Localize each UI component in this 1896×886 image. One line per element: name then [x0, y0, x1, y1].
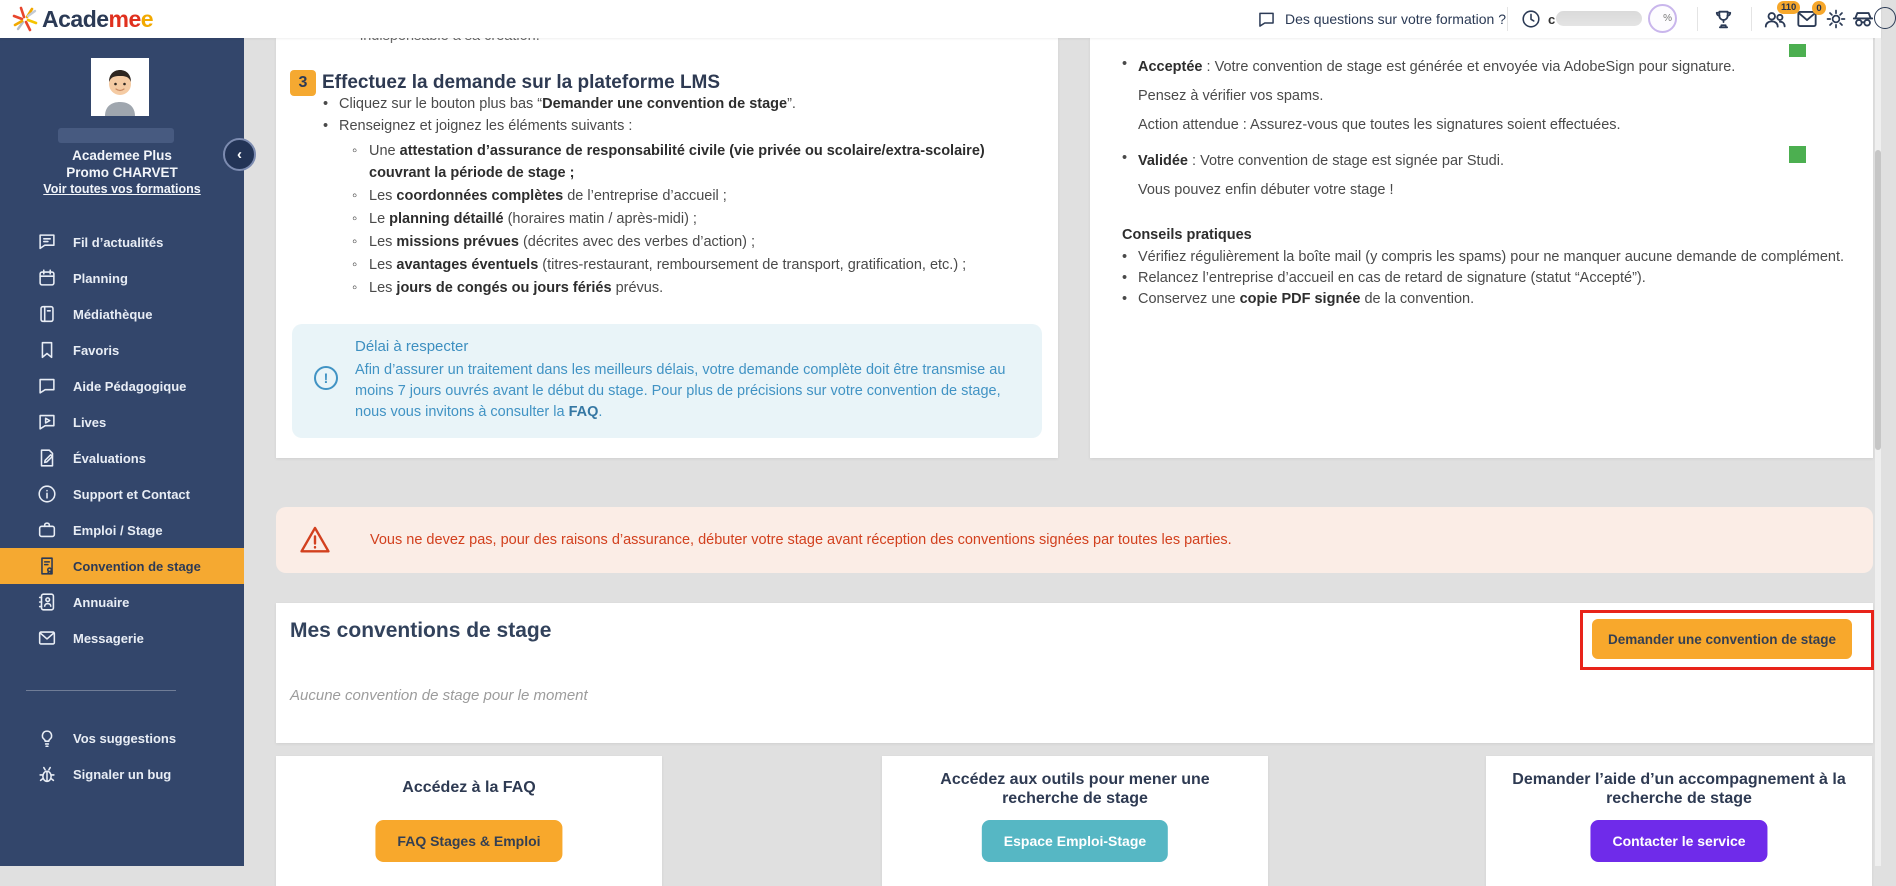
green-marker [1789, 146, 1806, 163]
brand-wordmark: Academee [42, 5, 154, 32]
status-line: • Validée : Votre convention de stage est signée par Studi. [1138, 153, 1504, 169]
help-chat-button[interactable] [1256, 0, 1506, 38]
sidebar-item-convention-de-stage[interactable] [0, 548, 244, 584]
mail-icon [36, 627, 58, 649]
sub-bullet-item: ◦ Une attestation d’assurance de responsabilité civile (vie privée ou scolaire/extra-scolaire) couvrant la période de stage ; [352, 140, 998, 184]
convention-icon [36, 555, 58, 577]
sidebar-item-label: Convention de stage [73, 558, 201, 574]
sidebar-item-support-et-contact[interactable] [0, 476, 244, 512]
sidebar-item-vos-suggestions[interactable] [0, 720, 244, 756]
gear-icon [1824, 7, 1848, 31]
status-card [1090, 38, 1873, 458]
sidebar-item-label: Évaluations [73, 450, 146, 466]
mail-badge: 0 [1812, 1, 1826, 15]
clipped-text-line [360, 38, 540, 46]
sidebar-item-annuaire[interactable] [0, 584, 244, 620]
status-line: Pensez à vérifier vos spams. [1138, 88, 1324, 104]
sidebar-item-label: Signaler un bug [73, 766, 172, 782]
calendar-icon [36, 267, 58, 289]
step-title: Effectuez la demande sur la plateforme LMS [322, 72, 721, 93]
sidebar-item-label: Messagerie [73, 630, 144, 646]
avatar[interactable] [91, 58, 149, 116]
sidebar-item-label: Annuaire [73, 594, 130, 610]
redacted-progress-bar [1556, 11, 1642, 26]
book-icon [36, 303, 58, 325]
brand-logo[interactable] [10, 3, 153, 35]
tips-list [1122, 247, 1846, 309]
sidebar-item-label: Planning [73, 270, 128, 286]
sidebar-item-label: Aide Pédagogique [73, 378, 187, 394]
sidebar-item-signaler-un-bug[interactable] [0, 756, 244, 792]
warning-triangle-icon [298, 523, 332, 557]
faq-button[interactable]: FAQ Stages & Emploi [375, 820, 562, 862]
status-line: • Acceptée : Votre convention de stage est générée et envoyée via AdobeSign pour signature. [1138, 59, 1736, 75]
card-title: Accédez à la FAQ [402, 779, 536, 796]
sidebar-item-emploi-stage[interactable] [0, 512, 244, 548]
people-badge: 110 [1777, 1, 1800, 14]
notice-body: Afin d’assurer un traitement dans les meilleurs délais, votre demande complète doit être transmise au moins 7 jours ouvrés avant le début du stage. Pour plus de précisions sur votre convention de stage, nous vous invitons à consulter la FAQ. [355, 362, 1006, 420]
chat-bubble-icon [1256, 9, 1277, 30]
incognito-icon [1850, 6, 1876, 32]
time-progress [1520, 0, 1555, 38]
sidebar-item-lives[interactable] [0, 404, 244, 440]
status-item [1122, 56, 1846, 136]
sidebar [0, 38, 244, 866]
redacted-username [58, 128, 174, 143]
empty-state-text: Aucune convention de stage pour le moment [290, 687, 588, 704]
bug-icon [36, 763, 58, 785]
progress-percent-circle: % [1648, 4, 1677, 33]
sidebar-item-favoris[interactable] [0, 332, 244, 368]
step-number-badge: 3 [290, 70, 316, 96]
card-title: Demander l’aide d’un accompagnement à la recherche de stage [1512, 771, 1846, 807]
trophy-icon [1711, 7, 1736, 32]
help-text: Des questions sur votre formation ? [1285, 11, 1506, 27]
incognito-button[interactable] [1850, 0, 1876, 38]
bullet-item: • Renseignez et joignez les éléments suivants : [322, 116, 998, 137]
page-scrollbar[interactable] [1875, 38, 1881, 866]
sidebar-item-evaluations[interactable] [0, 440, 244, 476]
chat-icon [36, 375, 58, 397]
live-icon [36, 411, 58, 433]
sub-bullet-item: ◦ Le planning détaillé (horaires matin / après-midi) ; [352, 208, 998, 230]
sidebar-item-mediatheque[interactable] [0, 296, 244, 332]
progress-letter: c [1548, 11, 1556, 27]
sidebar-item-messagerie[interactable] [0, 620, 244, 656]
espace-emploi-button[interactable]: Espace Emploi-Stage [982, 820, 1168, 862]
emploi-tools-card [882, 756, 1268, 886]
guide-card [276, 38, 1058, 458]
step-bullets [322, 94, 998, 300]
doc-pencil-icon [36, 447, 58, 469]
conventions-section [276, 603, 1873, 743]
tip-item: • Conservez une copie PDF signée de la convention. [1122, 289, 1846, 309]
bulb-icon [36, 727, 58, 749]
all-formations-link[interactable]: Voir toutes vos formations [43, 182, 201, 196]
topbar-divider [1751, 7, 1752, 31]
sidebar-item-label: Emploi / Stage [73, 522, 163, 538]
news-icon [36, 231, 58, 253]
contact-service-button[interactable]: Contacter le service [1590, 820, 1767, 862]
tip-item: • Relancez l’entreprise d’accueil en cas de retard de signature (statut “Accepté”). [1122, 268, 1846, 288]
sidebar-item-planning[interactable] [0, 260, 244, 296]
deadline-notice [292, 324, 1042, 438]
sidebar-divider [26, 690, 176, 691]
scrollbar-thumb[interactable] [1875, 150, 1881, 450]
section-title: Mes conventions de stage [290, 619, 552, 642]
sidebar-item-label: Support et Contact [73, 486, 190, 502]
insurance-warning-banner [276, 507, 1873, 573]
starburst-logo-icon [10, 3, 40, 35]
info-exclamation-icon: ! [314, 366, 338, 390]
sidebar-item-label: Favoris [73, 342, 120, 358]
bullet-item: • Cliquez sur le bouton plus bas “Demander une convention de stage”. [322, 94, 998, 115]
status-line: Vous pouvez enfin débuter votre stage ! [1138, 182, 1394, 198]
faq-card [276, 756, 662, 886]
accompagnement-card [1486, 756, 1872, 886]
sidebar-item-label: Médiathèque [73, 306, 153, 322]
settings-button[interactable] [1824, 0, 1848, 38]
sidebar-item-label: Vos suggestions [73, 730, 177, 746]
info-icon [36, 483, 58, 505]
profile-avatar-cut[interactable] [1874, 7, 1896, 29]
status-list [1122, 56, 1846, 201]
sidebar-collapse-button[interactable]: ‹ [223, 138, 256, 171]
sidebar-item-aide-pedagogique[interactable] [0, 368, 244, 404]
status-content [1122, 56, 1846, 310]
topbar-divider [1507, 7, 1508, 31]
bookmark-icon [36, 339, 58, 361]
briefcase-icon [36, 519, 58, 541]
tip-item: • Vérifiez régulièrement la boîte mail (y compris les spams) pour ne manquer aucune demande de complément. [1122, 247, 1846, 267]
promo-name: Promo CHARVET [66, 165, 178, 180]
sub-bullet-list [352, 140, 998, 299]
sidebar-item-label: Fil d’actualités [73, 234, 164, 250]
status-line: Action attendue : Assurez-vous que toutes les signatures soient effectuées. [1138, 117, 1621, 133]
address-book-icon [36, 591, 58, 613]
sub-bullet-item: ◦ Les jours de congés ou jours fériés prévus. [352, 277, 998, 299]
sidebar-item-fil-d-actualites[interactable] [0, 224, 244, 260]
topbar-divider [1697, 7, 1698, 31]
notice-title: Délai à respecter [355, 338, 469, 355]
sidebar-item-label: Lives [73, 414, 107, 430]
tips-title: Conseils pratiques [1122, 227, 1252, 243]
card-title: Accédez aux outils pour mener une recherche de stage [940, 771, 1210, 807]
sub-bullet-item: ◦ Les avantages éventuels (titres-restaurant, remboursement de transport, gratification, etc.) ; [352, 254, 998, 276]
request-convention-button[interactable]: Demander une convention de stage [1592, 619, 1852, 659]
plan-name: Academee Plus [72, 148, 172, 163]
trophy-button[interactable] [1711, 0, 1736, 38]
sub-bullet-item: ◦ Les coordonnées complètes de l’entreprise d’accueil ; [352, 185, 998, 207]
top-bar [0, 0, 1881, 38]
sub-bullet-item: ◦ Les missions prévues (décrites avec des verbes d’action) ; [352, 231, 998, 253]
clock-icon [1520, 8, 1542, 30]
warning-text: Vous ne devez pas, pour des raisons d’assurance, débuter votre stage avant réception des conventions signées par toutes les parties. [370, 532, 1232, 548]
green-marker [1789, 44, 1806, 57]
status-item [1122, 150, 1846, 201]
